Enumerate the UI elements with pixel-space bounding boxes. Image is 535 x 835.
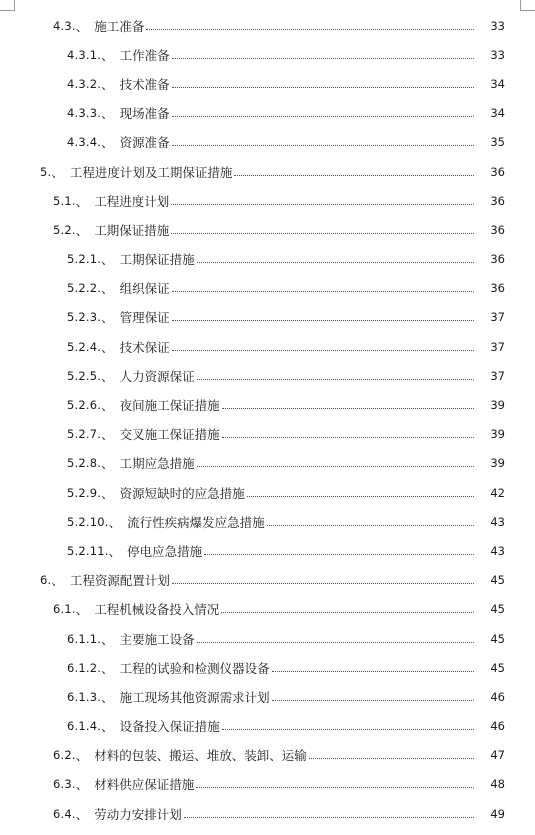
- toc-dot-leader: [197, 465, 474, 467]
- toc-entry[interactable]: [0, 361, 535, 390]
- toc-entry-number: 6.3.: [53, 777, 76, 792]
- toc-entry-separator: 、: [101, 456, 114, 472]
- toc-entry-number: 6.2.: [53, 748, 76, 763]
- toc-entry-title: 施工现场其他资源需求计划: [119, 689, 270, 705]
- toc-entry-title: 人力资源保证: [119, 368, 195, 384]
- toc-entry-separator: 、: [75, 222, 89, 238]
- toc-entry[interactable]: [0, 69, 535, 98]
- toc-entry[interactable]: [0, 478, 535, 507]
- toc-entry-page-number: 39: [490, 427, 505, 442]
- toc-entry-page-number: 39: [490, 398, 505, 413]
- toc-entry-title: 资源准备: [119, 135, 170, 151]
- toc-dot-leader: [196, 786, 474, 788]
- toc-entry-page-number: 43: [490, 543, 505, 558]
- toc-entry-page-number: 45: [490, 631, 505, 646]
- toc-dot-leader: [197, 261, 474, 263]
- toc-dot-leader: [172, 57, 474, 59]
- toc-entry-number: 6.1.1.: [67, 631, 102, 646]
- toc-entry-page-number: 33: [490, 18, 505, 33]
- toc-entry-separator: 、: [101, 76, 114, 92]
- toc-entry-number: 5.2.8.: [67, 456, 102, 471]
- toc-entry-separator: 、: [101, 310, 114, 326]
- toc-entry-page-number: 42: [490, 485, 505, 500]
- toc-entry-title: 技术准备: [119, 76, 170, 92]
- toc-entry-page-number: 35: [490, 135, 505, 150]
- toc-entry-page-number: 37: [490, 368, 505, 383]
- toc-entry-page-number: 46: [490, 689, 505, 704]
- toc-entry-title: 工程的试验和检测仪器设备: [119, 660, 270, 676]
- toc-entry-separator: 、: [101, 368, 114, 384]
- toc-entry-number: 5.2.2.: [67, 281, 102, 296]
- toc-dot-leader: [222, 436, 474, 438]
- toc-dot-leader: [222, 728, 474, 730]
- toc-entry[interactable]: [0, 712, 535, 741]
- toc-dot-leader: [272, 699, 474, 701]
- toc-dot-leader: [267, 524, 474, 526]
- toc-entry[interactable]: [0, 245, 535, 274]
- toc-entry-page-number: 34: [490, 106, 505, 121]
- toc-entry-separator: 、: [101, 631, 114, 647]
- toc-entry-separator: 、: [75, 806, 89, 822]
- toc-entry-number: 6.1.2.: [67, 660, 102, 675]
- toc-entry-separator: 、: [101, 106, 114, 122]
- toc-entry-number: 5.1.: [53, 193, 76, 208]
- toc-entry-title: 现场准备: [119, 106, 170, 122]
- toc-entry-page-number: 39: [490, 456, 505, 471]
- toc-entry-separator: 、: [101, 427, 114, 443]
- toc-entry-title: 施工准备: [94, 18, 145, 34]
- toc-entry[interactable]: [0, 653, 535, 682]
- toc-entry[interactable]: [0, 799, 535, 828]
- toc-entry[interactable]: [0, 682, 535, 711]
- toc-entry[interactable]: [0, 536, 535, 565]
- toc-entry[interactable]: [0, 99, 535, 128]
- toc-entry-separator: 、: [75, 602, 89, 618]
- toc-entry-separator: 、: [101, 339, 114, 355]
- toc-dot-leader: [172, 290, 474, 292]
- toc-entry-number: 5.2.9.: [67, 485, 102, 500]
- toc-entry-number: 6.1.3.: [67, 689, 102, 704]
- toc-entry-number: 6.: [40, 573, 52, 588]
- toc-dot-leader: [197, 378, 474, 380]
- toc-entry-title: 交叉施工保证措施: [119, 427, 220, 443]
- toc-entry[interactable]: [0, 595, 535, 624]
- toc-entry-page-number: 36: [490, 252, 505, 267]
- toc-entry-page-number: 46: [490, 719, 505, 734]
- toc-entry-page-number: 48: [490, 777, 505, 792]
- toc-entry-number: 4.3.1.: [67, 47, 102, 62]
- toc-entry-number: 5.2.3.: [67, 310, 102, 325]
- page-corner-mark-top-left: [0, 0, 15, 11]
- toc-entry-page-number: 45: [490, 573, 505, 588]
- toc-entry-title: 工期应急措施: [119, 456, 195, 472]
- toc-entry-title: 资源短缺时的应急措施: [119, 485, 245, 501]
- toc-dot-leader: [222, 407, 474, 409]
- toc-entry[interactable]: [0, 449, 535, 478]
- toc-dot-leader: [204, 553, 474, 555]
- toc-entry-page-number: 45: [490, 602, 505, 617]
- toc-entry[interactable]: [0, 332, 535, 361]
- toc-entry[interactable]: [0, 274, 535, 303]
- toc-entry-number: 5.2.5.: [67, 368, 102, 383]
- toc-entry-title: 流行性疾病爆发应急措施: [127, 514, 265, 530]
- toc-entry[interactable]: [0, 303, 535, 332]
- toc-dot-leader: [171, 203, 474, 205]
- page-corner-mark-top-right: [520, 0, 535, 11]
- toc-dot-leader: [221, 611, 474, 613]
- toc-entry-number: 5.2.11.: [67, 543, 109, 558]
- toc-entry-separator: 、: [75, 193, 89, 209]
- toc-entry-title: 材料的包装、搬运、堆放、装卸、运输: [94, 748, 307, 764]
- table-of-contents: [0, 11, 535, 828]
- toc-entry-separator: 、: [101, 281, 114, 297]
- toc-entry-page-number: 36: [490, 222, 505, 237]
- toc-dot-leader: [172, 319, 474, 321]
- toc-entry-title: 工作准备: [119, 47, 170, 63]
- toc-entry[interactable]: [0, 40, 535, 69]
- toc-dot-leader: [272, 670, 474, 672]
- toc-entry[interactable]: [0, 128, 535, 157]
- toc-entry[interactable]: [0, 741, 535, 770]
- toc-entry[interactable]: [0, 770, 535, 799]
- toc-entry-separator: 、: [75, 18, 89, 34]
- toc-entry-number: 5.: [40, 164, 52, 179]
- toc-entry-separator: 、: [101, 660, 114, 676]
- toc-entry-title: 管理保证: [119, 310, 170, 326]
- toc-entry-title: 劳动力安排计划: [94, 806, 182, 822]
- toc-entry[interactable]: [0, 11, 535, 40]
- toc-entry-number: 5.2.1.: [67, 252, 102, 267]
- toc-entry-separator: 、: [101, 689, 114, 705]
- toc-entry-title: 技术保证: [119, 339, 170, 355]
- toc-entry[interactable]: [0, 624, 535, 653]
- toc-entry-separator: 、: [75, 777, 89, 793]
- toc-entry-title: 停电应急措施: [127, 543, 203, 559]
- toc-entry[interactable]: [0, 566, 535, 595]
- toc-dot-leader: [172, 349, 474, 351]
- toc-entry-separator: 、: [101, 398, 114, 414]
- toc-entry-page-number: 49: [490, 806, 505, 821]
- toc-entry-number: 4.3.: [53, 18, 76, 33]
- toc-entry-separator: 、: [108, 543, 122, 559]
- toc-entry-number: 5.2.: [53, 222, 76, 237]
- toc-dot-leader: [172, 582, 474, 584]
- toc-dot-leader: [146, 28, 474, 30]
- toc-entry-page-number: 43: [490, 514, 505, 529]
- toc-entry-page-number: 37: [490, 339, 505, 354]
- toc-entry-title: 工程进度计划及工期保证措施: [69, 164, 233, 180]
- toc-entry-page-number: 37: [490, 310, 505, 325]
- toc-dot-leader: [172, 115, 474, 117]
- toc-entry-title: 主要施工设备: [119, 631, 195, 647]
- toc-entry-separator: 、: [75, 748, 89, 764]
- toc-entry[interactable]: [0, 420, 535, 449]
- toc-dot-leader: [197, 641, 474, 643]
- toc-entry-page-number: 33: [490, 47, 505, 62]
- toc-entry-title: 工期保证措施: [94, 222, 170, 238]
- toc-entry-number: 5.2.10.: [67, 514, 109, 529]
- toc-entry-page-number: 36: [490, 281, 505, 296]
- toc-entry-page-number: 36: [490, 193, 505, 208]
- toc-entry-number: 6.1.4.: [67, 719, 102, 734]
- toc-dot-leader: [184, 816, 474, 818]
- toc-entry-title: 设备投入保证措施: [119, 719, 220, 735]
- toc-entry-separator: 、: [108, 514, 122, 530]
- toc-entry-number: 5.2.4.: [67, 339, 102, 354]
- toc-entry-number: 5.2.6.: [67, 398, 102, 413]
- toc-entry-number: 6.4.: [53, 806, 76, 821]
- toc-dot-leader: [172, 144, 474, 146]
- toc-entry[interactable]: [0, 507, 535, 536]
- toc-entry-title: 夜间施工保证措施: [119, 398, 220, 414]
- toc-entry-page-number: 36: [490, 164, 505, 179]
- toc-entry[interactable]: [0, 157, 535, 186]
- toc-dot-leader: [247, 495, 474, 497]
- toc-dot-leader: [172, 86, 474, 88]
- toc-entry[interactable]: [0, 390, 535, 419]
- toc-entry-page-number: 47: [490, 748, 505, 763]
- toc-entry-separator: 、: [101, 135, 114, 151]
- toc-entry-title: 工程资源配置计划: [69, 573, 170, 589]
- toc-entry-separator: 、: [101, 47, 114, 63]
- toc-entry[interactable]: [0, 215, 535, 244]
- toc-entry-title: 工程进度计划: [94, 193, 170, 209]
- toc-dot-leader: [309, 757, 474, 759]
- toc-entry-separator: 、: [51, 573, 64, 589]
- toc-entry-separator: 、: [51, 164, 64, 180]
- toc-entry-title: 工程机械设备投入情况: [94, 602, 220, 618]
- toc-entry-number: 4.3.4.: [67, 135, 102, 150]
- toc-entry-separator: 、: [101, 485, 114, 501]
- toc-entry[interactable]: [0, 186, 535, 215]
- toc-entry-title: 工期保证措施: [119, 252, 195, 268]
- toc-entry-separator: 、: [101, 719, 114, 735]
- toc-entry-separator: 、: [101, 252, 114, 268]
- toc-entry-page-number: 45: [490, 660, 505, 675]
- toc-entry-number: 4.3.2.: [67, 76, 102, 91]
- toc-entry-number: 4.3.3.: [67, 106, 102, 121]
- toc-entry-page-number: 34: [490, 76, 505, 91]
- toc-dot-leader: [234, 174, 474, 176]
- toc-entry-number: 6.1.: [53, 602, 76, 617]
- toc-entry-title: 材料供应保证措施: [94, 777, 195, 793]
- toc-entry-title: 组织保证: [119, 281, 170, 297]
- toc-entry-number: 5.2.7.: [67, 427, 102, 442]
- toc-dot-leader: [171, 232, 474, 234]
